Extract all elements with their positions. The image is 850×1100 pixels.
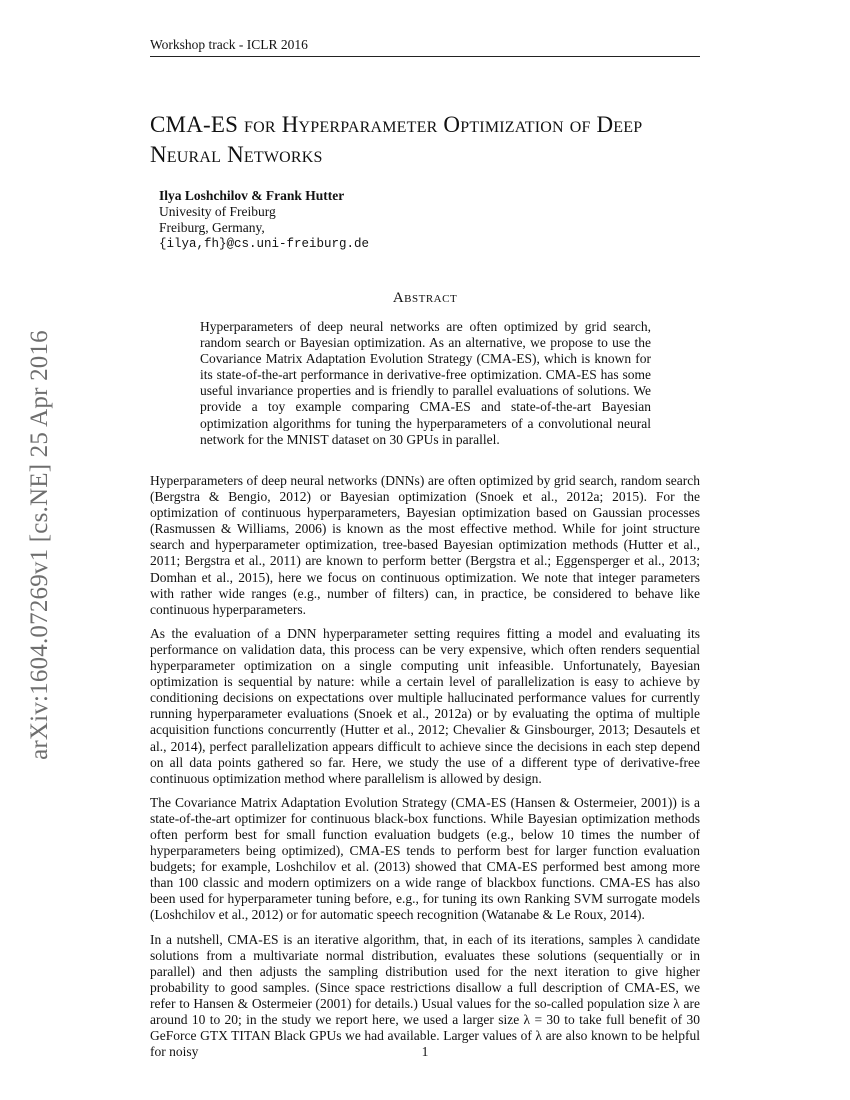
author-names: Ilya Loshchilov & Frank Hutter — [159, 188, 345, 203]
page-number: 1 — [421, 1044, 429, 1059]
abstract-text: Hyperparameters of deep neural networks are often optimized by grid search, random search or Bayesian optimization. As an alternative, we propose to use the Covariance Matrix Adaptation Evolution Strategy (CMA-ES), which is known for its state-of-the-art performance in derivative-free optimization. CMA-ES has some useful invariance properties and is friendly to parallel evaluations of solutions. We provide a toy example comparing CMA-ES and state-of-the-art Bayesian optimization algorithms for tuning the hyperparameters of a convolutional neural network for the MNIST dataset on 30 GPUs in parallel. — [200, 319, 651, 447]
body-paragraph: Hyperparameters of deep neural networks (DNNs) are often optimized by grid search, random search (Bergstra & Bengio, 2012) or Bayesian optimization (Snoek et al., 2012a; 2015). For the optimization of continuous hyperparameters, Bayesian optimization based on Gaussian processes (Rasmussen & Williams, 2006) is known as the most effective method. While for joint structure search and hyperparameter optimization, tree-based Bayesian optimization methods (Hutter et al., 2011; Bergstra et al., 2011) are known to perform better (Bergstra et al.; Eggensperger et al., 2013; Domhan et al., 2015), here we focus on continuous optimization. We note that integer parameters with rather wide ranges (e.g., number of filters) can, in practice, be considered to behave like continuous hyperparameters. — [150, 473, 700, 617]
body-text — [150, 473, 700, 1068]
running-header: Workshop track - ICLR 2016 — [150, 37, 308, 52]
body-paragraph: The Covariance Matrix Adaptation Evolution Strategy (CMA-ES (Hansen & Ostermeier, 2001)) is a state-of-the-art optimizer for continuous black-box functions. While Bayesian optimization methods often perform best for small function evaluation budgets (e.g., below 10 times the number of hyperparameters being optimized), CMA-ES tends to perform best for larger function evaluation budgets; for example, Loshchilov et al. (2013) showed that CMA-ES performed best among more than 100 classic and modern optimizers on a wide range of blackbox functions. CMA-ES has also been used for hyperparameter tuning before, e.g., for tuning its own Ranking SVM surrogate models (Loshchilov et al., 2012) or for automatic speech recognition (Watanabe & Le Roux, 2014). — [150, 794, 700, 923]
abstract-heading: Abstract — [392, 290, 458, 306]
paper-title: CMA-ES for Hyperparameter Optimization of Deep Neural Networks — [150, 112, 643, 167]
author-email: {ilya,fh}@cs.uni-freiburg.de — [159, 237, 370, 251]
author-location: Freiburg, Germany, — [159, 220, 265, 235]
header-rule — [150, 56, 700, 57]
author-block — [159, 188, 559, 252]
body-paragraph: As the evaluation of a DNN hyperparameter setting requires fitting a model and evaluating its performance on validation data, this process can be very expensive, which often renders sequential hyperparameter optimization on a single computing unit infeasible. Unfortunately, Bayesian optimization is sequential by nature: while a certain level of parallelization is easy to achieve by conditioning decisions on expectations over multiple hallucinated performance values for currently running hyperparameter evaluations (Snoek et al., 2012a) or by evaluating the optima of multiple acquisition functions concurrently (Hutter et al., 2012; Chevalier & Ginsbourger, 2013; Desautels et al., 2014), perfect parallelization appears difficult to achieve since the decisions in each step depend on all data points gathered so far. Here, we study the use of a different type of derivative-free continuous optimization method where parallelism is allowed by design. — [150, 625, 700, 786]
arxiv-identifier: arXiv:1604.07269v1 [cs.NE] 25 Apr 2016 — [26, 330, 53, 760]
author-affiliation: Univesity of Freiburg — [159, 204, 276, 219]
body-paragraph: In a nutshell, CMA-ES is an iterative algorithm, that, in each of its iterations, samples λ candidate solutions from a multivariate normal distribution, evaluates these solutions (sequentially or in parallel) and then adjusts the sampling distribution used for the next iteration to give higher probability to good samples. (Since space restrictions disallow a full description of CMA-ES, we refer to Hansen & Ostermeier (2001) for details.) Usual values for the so-called population size λ are around 10 to 20; in the study we report here, we used a larger size λ = 30 to take full benefit of 30 GeForce GTX TITAN Black GPUs we had available. Larger values of λ are also known to be helpful for noisy — [150, 931, 700, 1060]
